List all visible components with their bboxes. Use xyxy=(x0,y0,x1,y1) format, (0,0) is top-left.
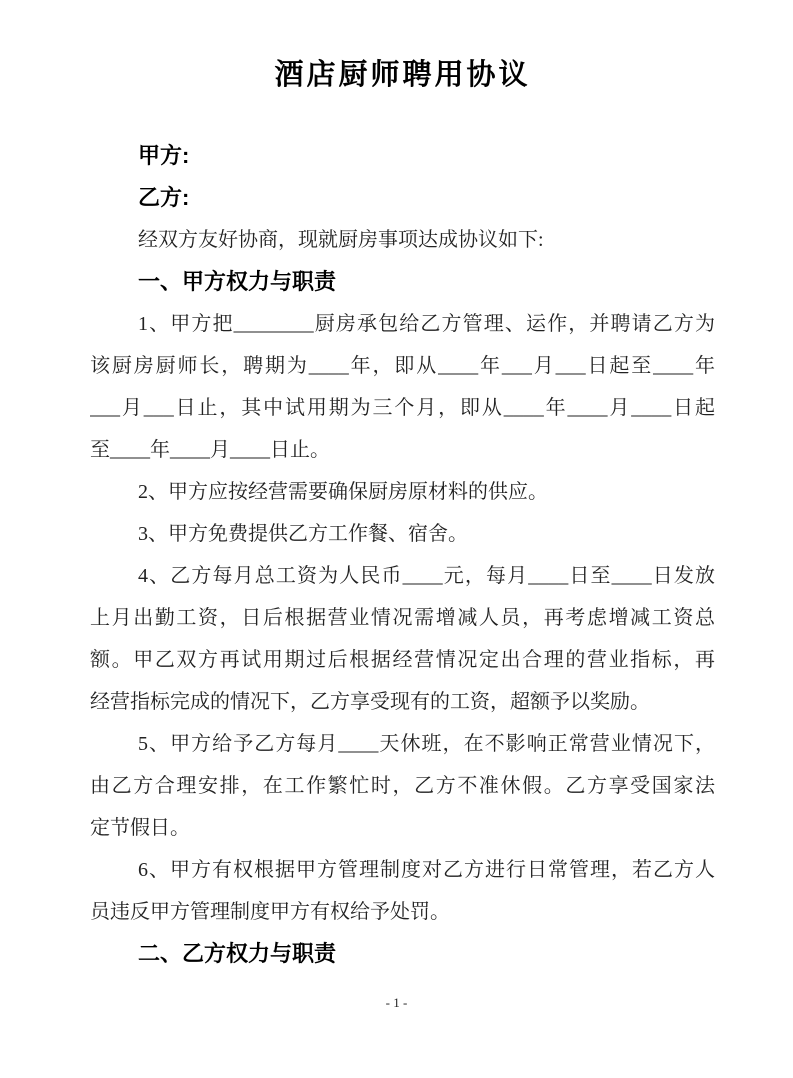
section-2-heading: 二、乙方权力与职责 xyxy=(138,941,337,966)
clause-5-line-2: 由乙方合理安排，在工作繁忙时，乙方不准休假。乙方享受国家法 xyxy=(90,775,715,797)
clause-4-line-2: 上月出勤工资，日后根据营业情况需增减人员，再考虑增减工资总 xyxy=(90,607,715,629)
clause-4-line-3: 额。甲乙双方再试用期过后根据经营情况定出合理的营业指标，再 xyxy=(90,649,715,671)
clause-4-line-4: 经营指标完成的情况下，乙方享受现有的工资，超额予以奖励。 xyxy=(90,691,650,713)
section-1-heading: 一、甲方权力与职责 xyxy=(138,269,337,294)
clause-1-line-4: 至____年____月____日止。 xyxy=(90,439,330,461)
document-title: 酒店厨师聘用协议 xyxy=(274,59,531,91)
clause-1-line-2: 该厨房厨师长，聘期为____年，即从____年___月___日起至____年 xyxy=(90,355,715,377)
clause-2-text: 2、甲方应按经营需要确保厨房原材料的供应。 xyxy=(138,481,548,503)
clause-1-line-3: ___月___日止，其中试用期为三个月，即从____年____月____日起 xyxy=(90,397,715,419)
party-a-label: 甲方: xyxy=(138,143,190,168)
preamble-text: 经双方友好协商，现就厨房事项达成协议如下: xyxy=(138,229,544,251)
clause-5-line-3: 定节假日。 xyxy=(90,817,190,839)
document-body xyxy=(90,135,715,975)
clause-5-line-1: 5、甲方给予乙方每月____天休班，在不影响正常营业情况下， xyxy=(138,733,715,755)
clause-6-line-2: 员违反甲方管理制度甲方有权给予处罚。 xyxy=(90,901,450,923)
clause-4-line-1: 4、乙方每月总工资为人民币____元，每月____日至____日发放 xyxy=(138,565,715,587)
party-b-label: 乙方: xyxy=(138,185,190,210)
clause-3-text: 3、甲方免费提供乙方工作餐、宿舍。 xyxy=(138,523,468,545)
clause-6-line-1: 6、甲方有权根据甲方管理制度对乙方进行日常管理，若乙方人 xyxy=(138,859,715,881)
page-number: - 1 - xyxy=(385,995,408,1010)
clause-1-line-1: 1、甲方把________厨房承包给乙方管理、运作，并聘请乙方为 xyxy=(138,313,715,335)
